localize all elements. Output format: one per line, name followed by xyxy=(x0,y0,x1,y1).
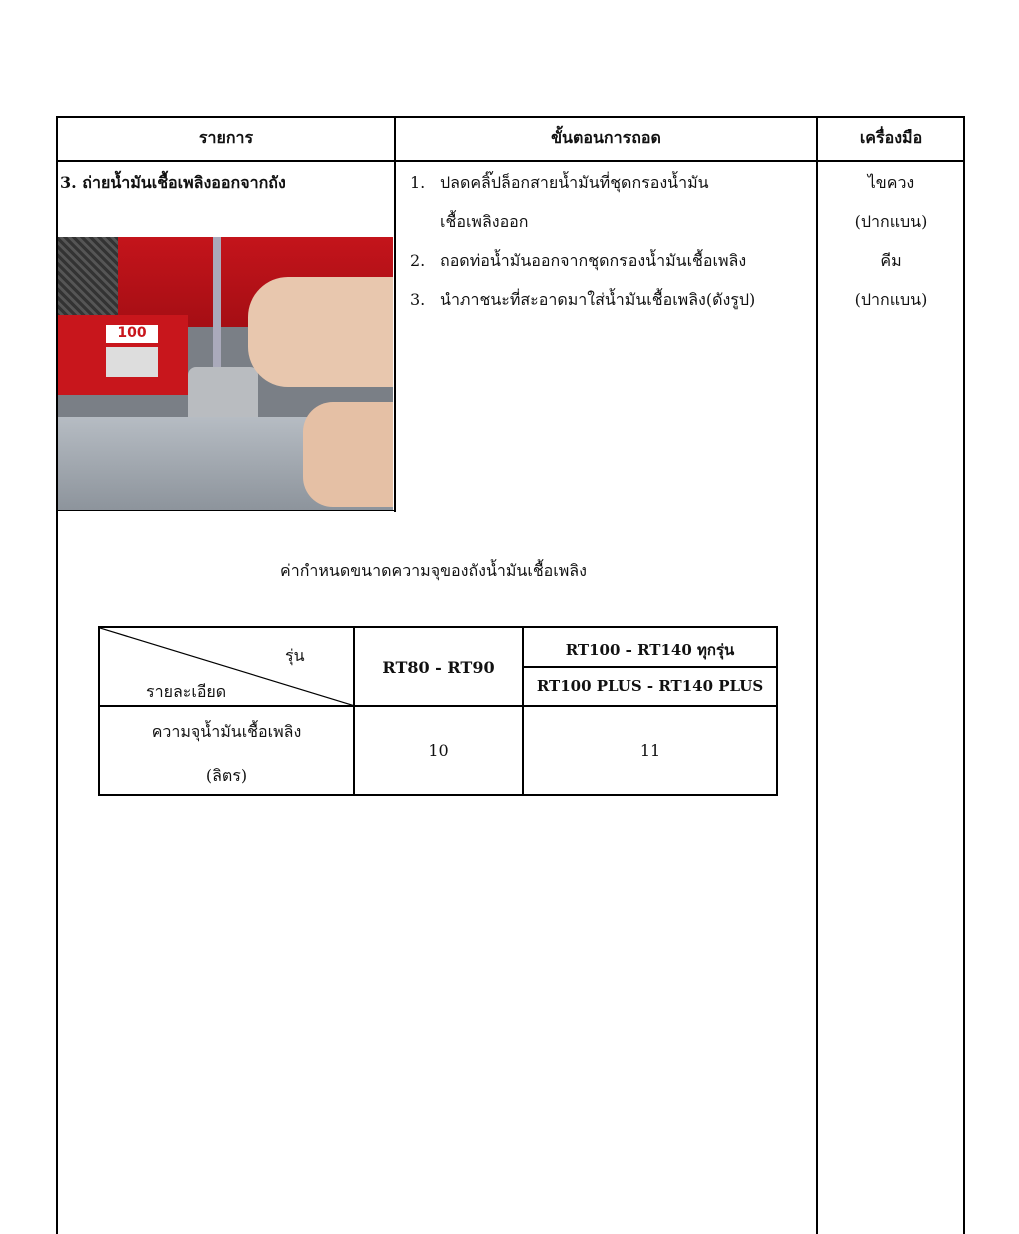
corner-model-label: รุ่น xyxy=(285,646,305,665)
col-rt80-rt90: RT80 - RT90 xyxy=(382,658,495,677)
table-col-divider-1 xyxy=(394,116,396,512)
table-col-divider-2 xyxy=(816,116,818,1234)
table-border-right xyxy=(963,116,965,1234)
tool-screwdriver: ไขควง xyxy=(867,173,915,192)
spec-table xyxy=(98,626,778,796)
tool-screwdriver-type: (ปากแบน) xyxy=(854,212,928,231)
header-tools: เครื่องมือ xyxy=(859,128,923,147)
corner-detail-label: รายละเอียด xyxy=(146,682,227,701)
row-label-capacity: ความจุน้ำมันเชื้อเพลิง xyxy=(151,722,302,741)
col-rt100-plus: RT100 PLUS - RT140 PLUS xyxy=(536,677,764,695)
tool-pliers: คีม xyxy=(880,251,902,270)
tool-pliers-type: (ปากแบน) xyxy=(854,290,928,309)
item-title: 3. ถ่ายน้ำมันเชื้อเพลิงออกจากถัง xyxy=(60,173,286,192)
table-header-divider xyxy=(56,160,965,162)
header-procedure: ขั้นตอนการถอด xyxy=(551,128,661,147)
step-1-cont: เชื้อเพลิงออก xyxy=(440,212,529,231)
spec-title: ค่ากำหนดขนาดความจุของถังน้ำมันเชื้อเพลิง xyxy=(280,561,587,580)
step-2: 2. ถอดท่อน้ำมันออกจากชุดกรองน้ำมันเชื้อเพลิง xyxy=(410,251,747,270)
row-label-unit: (ลิตร) xyxy=(205,766,248,785)
col-rt100-rt140: RT100 - RT140 ทุกรุ่น xyxy=(565,641,735,659)
table-border-top xyxy=(56,116,965,118)
photo-bottom-line xyxy=(56,510,396,511)
value-rt100-rt140: 11 xyxy=(639,741,661,760)
step-3: 3. นำภาชนะที่สะอาดมาใส่น้ำมันเชื้อเพลิง(ดังรูป) xyxy=(410,290,756,309)
header-item: รายการ xyxy=(198,128,254,147)
fuel-drain-photo: 100 xyxy=(58,237,393,510)
value-rt80-rt90: 10 xyxy=(428,741,449,760)
corner-diagonal xyxy=(100,628,355,706)
step-1: 1. ปลดคลิ๊ปล็อกสายน้ำมันที่ชุดกรองน้ำมัน xyxy=(410,173,709,192)
